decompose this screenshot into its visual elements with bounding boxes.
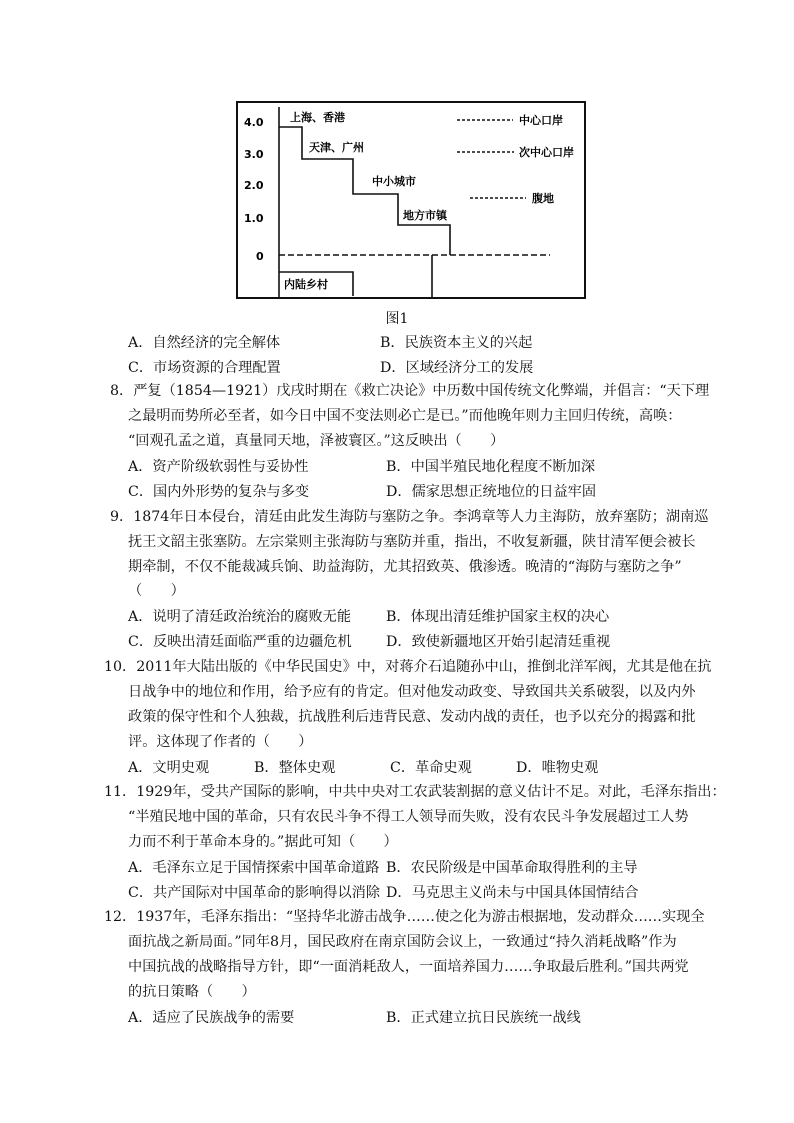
q11-line-1: 11．1929年，受共产国际的影响，中共中央对工农武装割据的意义估计不足。对此，毛泽东指出：: [104, 784, 726, 800]
q9-line-2: 抚王文韶主张塞防。左宗棠则主张海防与塞防并重，指出，不收复新疆，陕甘清军便会被长: [128, 534, 696, 550]
q10-line-1: 10．2011年大陆出版的《中华民国史》中，对蒋介石追随孙中山，推倒北洋军阀，尤其是他在抗: [104, 659, 712, 675]
label-tianjin-guangzhou: 天津、广州: [309, 141, 364, 154]
q9-line-3: 期牵制，不仅不能裁减兵饷、助益海防，尤其招致英、俄渗透。晚清的“海防与塞防之争”: [128, 559, 682, 575]
q7-option-a: A．自然经济的完全解体: [128, 335, 281, 351]
q9-option-c: C．反映出清廷面临严重的边疆危机: [128, 634, 352, 650]
q8-option-c: C．国内外形势的复杂与多变: [128, 484, 310, 500]
y-tick-0: 0: [256, 250, 264, 263]
q10-line-3: 政策的保守性和个人独裁，抗战胜利后违背民意、发动内战的责任，也予以充分的揭露和批: [128, 709, 696, 725]
q10-option-b: B．整体史观: [254, 760, 336, 776]
q11-option-d: D．马克思主义尚未与中国具体国情结合: [386, 885, 639, 901]
q12-line-2: 面抗战之新局面。”同年8月，国民政府在南京国防会议上，一致通过“持久消耗战略”作为: [128, 934, 677, 950]
q12-line-3: 中国抗战的战略指导方针，即“一面消耗敌人，一面培养国力……争取最后胜利。”国共两党: [128, 959, 689, 975]
q8-line-1: 8．严复（1854—1921）戊戌时期在《救亡决论》中历数中国传统文化弊端，并倡言：“天下理: [110, 383, 710, 399]
q10-line-2: 日战争中的地位和作用，给予应有的肯定。但对他发动政变、导致国共关系破裂，以及内外: [128, 684, 696, 700]
q11-option-a: A．毛泽东立足于国情探索中国革命道路: [128, 860, 380, 876]
y-tick-1: 1.0: [244, 212, 264, 225]
figure-caption: 图1: [385, 311, 409, 327]
label-small-cities: 中小城市: [372, 175, 416, 188]
q12-option-a: A．适应了民族战争的需要: [128, 1010, 295, 1026]
q9-line-1: 9．1874年日本侵台，清廷由此发生海防与塞防之争。李鸿章等人力主海防，放弃塞防；湖南巡: [110, 509, 709, 525]
q12-option-b: B．正式建立抗日民族统一战线: [386, 1010, 581, 1026]
q9-line-4: （ ）: [128, 583, 185, 599]
q10-line-4: 评。这体现了作者的（ ）: [128, 734, 313, 750]
q8-option-b: B．中国半殖民地化程度不断加深: [386, 459, 596, 475]
step-diagram: [238, 103, 584, 297]
q11-option-b: B．农民阶级是中国革命取得胜利的主导: [386, 860, 638, 876]
y-tick-4: 4.0: [244, 116, 264, 129]
q9-option-b: B．体现出清廷维护国家主权的决心: [386, 609, 610, 625]
q7-option-d: D．区域经济分工的发展: [380, 360, 534, 376]
label-inland-villages: 内陆乡村: [284, 278, 328, 291]
step-line: [279, 127, 450, 255]
figure-1: [236, 101, 586, 299]
y-tick-2: 2.0: [244, 179, 264, 192]
y-tick-3: 3.0: [244, 148, 264, 161]
q7-option-b: B．民族资本主义的兴起: [380, 335, 533, 351]
q11-option-c: C．共产国际对中国革命的影响得以消除: [128, 885, 381, 901]
q7-option-c: C．市场资源的合理配置: [128, 360, 281, 376]
q8-option-a: A．资产阶级软弱性与妥协性: [128, 459, 309, 475]
legend-hinterland: 腹地: [532, 192, 554, 205]
legend-center-port: 中心口岸: [519, 114, 563, 127]
q8-line-2: 之最明而势所必至者，如今日中国不变法则必亡是已。”而他晚年则力主回归传统，高唤：: [128, 408, 682, 424]
q8-option-d: D．儒家思想正统地位的日益牢固: [386, 484, 597, 500]
q11-line-2: “半殖民地中国的革命，只有农民斗争不得工人领导而失败，没有农民斗争发展超过工人势: [128, 809, 689, 825]
q11-line-3: 力而不利于革命本身的。”据此可知（ ）: [128, 834, 398, 850]
q10-option-d: D．唯物史观: [516, 760, 599, 776]
label-local-towns: 地方市镇: [403, 209, 447, 222]
q9-option-a: A．说明了清廷政治统治的腐败无能: [128, 609, 352, 625]
legend-subcenter-port: 次中心口岸: [519, 146, 574, 159]
label-shanghai-hongkong: 上海、香港: [290, 111, 345, 124]
q8-line-3: “回观孔孟之道，真量同天地，泽被寰区。”这反映出（ ）: [128, 433, 505, 449]
q12-line-1: 12．1937年，毛泽东指出：“坚持华北游击战争……使之化为游击根据地，发动群众……实现全: [104, 909, 705, 925]
q10-option-c: C．革命史观: [390, 760, 472, 776]
q12-line-4: 的抗日策略（ ）: [128, 984, 256, 1000]
q10-option-a: A．文明史观: [128, 760, 210, 776]
q9-option-d: D．致使新疆地区开始引起清廷重视: [386, 634, 611, 650]
